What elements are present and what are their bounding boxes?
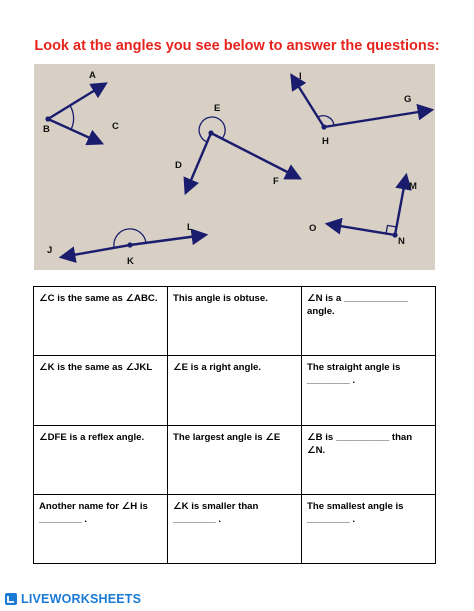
table-row	[34, 425, 436, 494]
fill-in-cell[interactable]: ∠N is a ____________ angle.	[302, 287, 436, 356]
questions-table	[33, 286, 436, 564]
fill-in-cell[interactable]: Another name for ∠H is ________ .	[34, 494, 168, 563]
liveworksheets-icon	[4, 592, 18, 606]
statement-cell: ∠DFE is a reflex angle.	[34, 425, 168, 494]
footer-bar	[0, 589, 474, 611]
statement-cell: ∠K is the same as ∠JKL	[34, 356, 168, 425]
fill-in-cell[interactable]: The smallest angle is ________ .	[302, 494, 436, 563]
label-f: F	[273, 176, 279, 187]
label-b: B	[43, 124, 50, 135]
angles-figure	[34, 64, 435, 270]
brand-text: LIVEWORKSHEETS	[21, 592, 142, 606]
fill-in-cell[interactable]: The straight angle is ________ .	[302, 356, 436, 425]
statement-cell: This angle is obtuse.	[168, 287, 302, 356]
statement-cell: ∠E is a right angle.	[168, 356, 302, 425]
figure-background	[34, 64, 435, 270]
label-n: N	[398, 236, 405, 247]
fill-in-cell[interactable]: ∠K is smaller than ________ .	[168, 494, 302, 563]
label-g: G	[404, 94, 412, 105]
worksheet-title: Look at the angles you see below to answer the questions:	[34, 38, 440, 54]
fill-in-cell[interactable]: ∠B is __________ than ∠N.	[302, 425, 436, 494]
label-i: I	[299, 71, 302, 82]
vertex-e-dot	[208, 130, 213, 135]
label-a: A	[89, 70, 96, 81]
table-row	[34, 356, 436, 425]
statement-cell: ∠C is the same as ∠ABC.	[34, 287, 168, 356]
liveworksheets-logo[interactable]	[4, 592, 141, 606]
label-k: K	[127, 256, 134, 267]
label-o: O	[309, 223, 317, 234]
statement-cell: The largest angle is ∠E	[168, 425, 302, 494]
label-d: D	[175, 160, 182, 171]
label-e: E	[214, 103, 221, 114]
label-j: J	[47, 245, 53, 256]
label-m: M	[409, 181, 417, 192]
vertex-h-dot	[321, 124, 326, 129]
label-l: L	[187, 222, 193, 233]
label-c: C	[112, 121, 119, 132]
table-row	[34, 494, 436, 563]
label-h: H	[322, 136, 329, 147]
vertex-n-dot	[392, 232, 397, 237]
vertex-b-dot	[45, 116, 50, 121]
vertex-k-dot	[127, 242, 132, 247]
table-row	[34, 287, 436, 356]
